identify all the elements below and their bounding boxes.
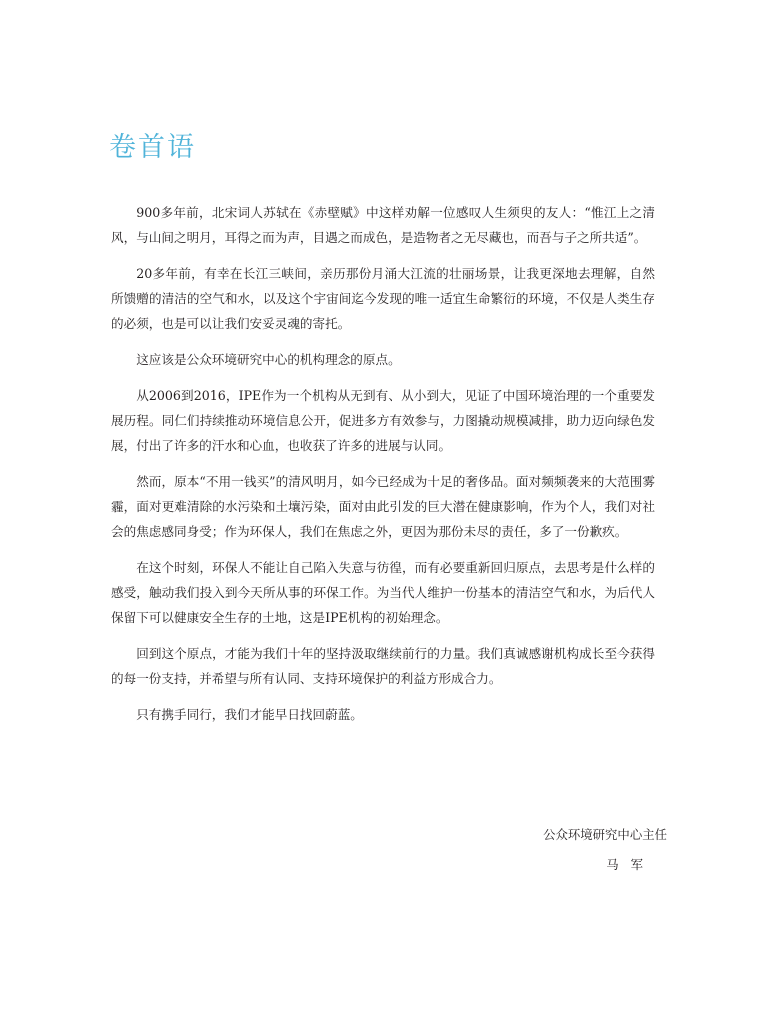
page-title: 卷首语 [109,132,196,163]
paragraph: 只有携手同行，我们才能早日找回蔚蓝。 [136,707,363,722]
paragraph: 回到这个原点，才能为我们十年的坚持汲取继续前行的力量。我们真诚感谢机构成长至今获得的每一份支持，并希望与所有认同、支持环境保护的利益方形成合力。 [111,646,655,686]
paragraph: 从2006到2016，IPE作为一个机构从无到有、从小到大，见证了中国环境治理的一个重要发展历程。同仁们持续推动环境信息公开，促进多方有效参与，力图撬动规模减排，助力迈向绿色发展，付出了许多的汗水和心血，也收获了许多的进展与认同。 [111,388,655,453]
document-body [111,200,655,727]
paragraph: 然而，原本“不用一钱买”的清风明月，如今已经成为十足的奢侈品。面对频频袭来的大范围雾霾，面对更难清除的水污染和土壤污染，面对由此引发的巨大潜在健康影响，作为个人，我们对社会的焦虑感同身受；作为环保人，我们在焦虑之外，更因为那份未尽的责任，多了一份歉疚。 [111,474,655,539]
paragraph: 在这个时刻，环保人不能让自己陷入失意与彷徨，而有必要重新回归原点，去思考是什么样的感受，触动我们投入到今天所从事的环保工作。为当代人维护一份基本的清洁空气和水，为后代人保留下可以健康安全生存的土地，这是IPE机构的初始理念。 [111,560,655,625]
paragraph: 900多年前，北宋词人苏轼在《赤壁赋》中这样劝解一位感叹人生须臾的友人：“惟江上之清风，与山间之明月，耳得之而为声，目遇之而成色，是造物者之无尽藏也，而吾与子之所共适”。 [111,205,655,245]
signature-organization: 公众环境研究中心主任 [543,827,667,842]
paragraph: 20多年前，有幸在长江三峡间，亲历那份月涌大江流的壮丽场景，让我更深地去理解，自然所馈赠的清洁的空气和水，以及这个宇宙间迄今发现的唯一适宜生命繁衍的环境，不仅是人类生存的必须，也是可以让我们安妥灵魂的寄托。 [111,266,655,331]
signature-name: 马军 [606,857,655,872]
paragraph: 这应该是公众环境研究中心的机构理念的原点。 [136,352,401,367]
signature-block [543,820,667,880]
